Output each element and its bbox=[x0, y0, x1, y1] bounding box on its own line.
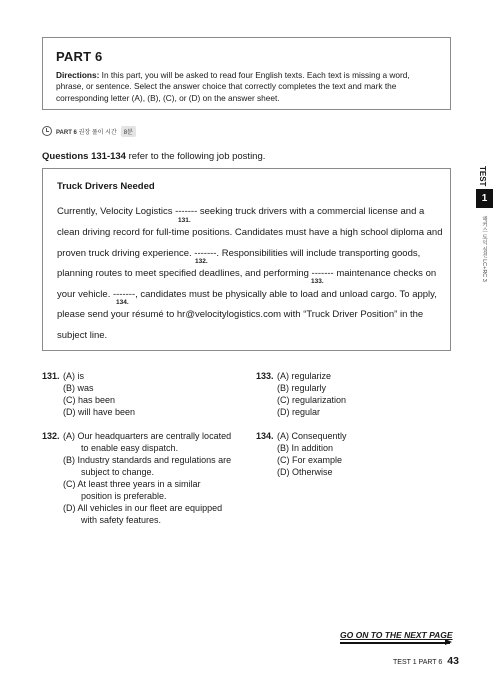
question-131-number: 131. bbox=[42, 371, 60, 381]
job-posting-box bbox=[42, 168, 451, 351]
questions-intro bbox=[42, 151, 265, 162]
timer-text bbox=[56, 127, 117, 136]
clock-icon bbox=[42, 126, 52, 136]
blank-number-134: 134. bbox=[116, 299, 129, 306]
question-134-option-d: (D) Otherwise bbox=[277, 467, 333, 477]
page-footer bbox=[393, 655, 459, 667]
question-132-option-b: (B) Industry standards and regulations are bbox=[63, 455, 232, 465]
part-title: PART 6 bbox=[56, 49, 103, 64]
blank-number-133: 133. bbox=[311, 278, 324, 285]
posting-title: Truck Drivers Needed bbox=[57, 181, 155, 192]
directions-label: Directions: bbox=[56, 70, 100, 80]
posting-line-7: subject line. bbox=[57, 330, 108, 341]
question-134-option-a: (A) Consequently bbox=[277, 431, 347, 441]
posting-line-4: planning routes to meet specified deadlines, and performing ------- maintenance checks on bbox=[57, 268, 437, 279]
blank-number-132: 132. bbox=[195, 258, 208, 265]
questions-range: Questions 131-134 bbox=[42, 151, 126, 162]
directions-text bbox=[56, 70, 437, 104]
directions-line-1: In this part, you will be asked to read four English texts. Each text is missing a word, bbox=[99, 70, 410, 80]
arrow-right-icon bbox=[340, 642, 450, 644]
question-131-option-b: (B) was bbox=[63, 383, 94, 393]
question-134-number: 134. bbox=[256, 431, 274, 441]
question-131-option-c: (C) has been bbox=[63, 395, 116, 405]
question-132-option-d: (D) All vehicles in our fleet are equipped bbox=[63, 503, 223, 513]
recommended-time bbox=[42, 125, 136, 137]
question-134-option-b: (B) In addition bbox=[277, 443, 334, 453]
side-tab-book-title: 해커스 토익 실전 LC+RC 3 bbox=[481, 216, 487, 282]
question-133-number: 133. bbox=[256, 371, 274, 381]
footer-test-label: TEST 1 PART 6 bbox=[393, 659, 443, 666]
posting-line-1: Currently, Velocity Logistics ------- seeking truck drivers with a commercial license and a bbox=[57, 206, 425, 217]
question-131-option-d: (D) will have been bbox=[63, 407, 136, 417]
directions-box bbox=[42, 37, 451, 110]
question-132-option-d-cont: with safety features. bbox=[81, 515, 162, 525]
question-131-option-a: (A) is bbox=[63, 371, 84, 381]
blank-number-131: 131. bbox=[178, 217, 191, 224]
question-132-option-a-cont: to enable easy dispatch. bbox=[81, 443, 179, 453]
question-132-option-a: (A) Our headquarters are centrally located bbox=[63, 431, 232, 441]
directions-line-3: corresponding letter (A), (B), (C), or (D) on the answer sheet. bbox=[56, 92, 280, 103]
question-133-option-b: (B) regularly bbox=[277, 383, 327, 393]
question-132-number: 132. bbox=[42, 431, 60, 441]
question-132-option-c-cont: position is preferable. bbox=[81, 491, 167, 501]
side-tab-test: TEST bbox=[478, 166, 487, 187]
question-133-option-c: (C) regularization bbox=[277, 395, 347, 405]
posting-line-5: your vehicle. -------, candidates must be physically able to load and unload cargo. To apply, bbox=[57, 289, 437, 300]
question-132-option-c: (C) At least three years in a similar bbox=[63, 479, 201, 489]
posting-line-3: proven truck driving experience. -------. Responsibilities will include transporting goods, bbox=[57, 248, 421, 259]
next-page-link[interactable]: GO ON TO THE NEXT PAGE bbox=[340, 630, 453, 640]
question-133-option-a: (A) regularize bbox=[277, 371, 332, 381]
directions-line-2: phrase, or sentence. Select the answer choice that correctly completes the text and mark the bbox=[56, 81, 397, 92]
timer-label: 권장 풀이 시간 bbox=[78, 129, 117, 136]
timer-part: PART 6 bbox=[56, 129, 77, 136]
posting-line-2: clean driving record for full-time positions. Candidates must have a high school diploma and bbox=[57, 227, 443, 238]
question-132-option-b-cont: subject to change. bbox=[81, 467, 155, 477]
side-tab-number: 1 bbox=[476, 189, 493, 208]
posting-line-6: please send your résumé to hr@velocitylogistics.com with “Truck Driver Position” in the bbox=[57, 309, 424, 320]
questions-intro-text: refer to the following job posting. bbox=[125, 151, 266, 162]
page-number: 43 bbox=[447, 655, 459, 667]
timer-minutes-badge: 8분 bbox=[121, 126, 136, 137]
question-134-option-c: (C) For example bbox=[277, 455, 343, 465]
question-133-option-d: (D) regular bbox=[277, 407, 321, 417]
